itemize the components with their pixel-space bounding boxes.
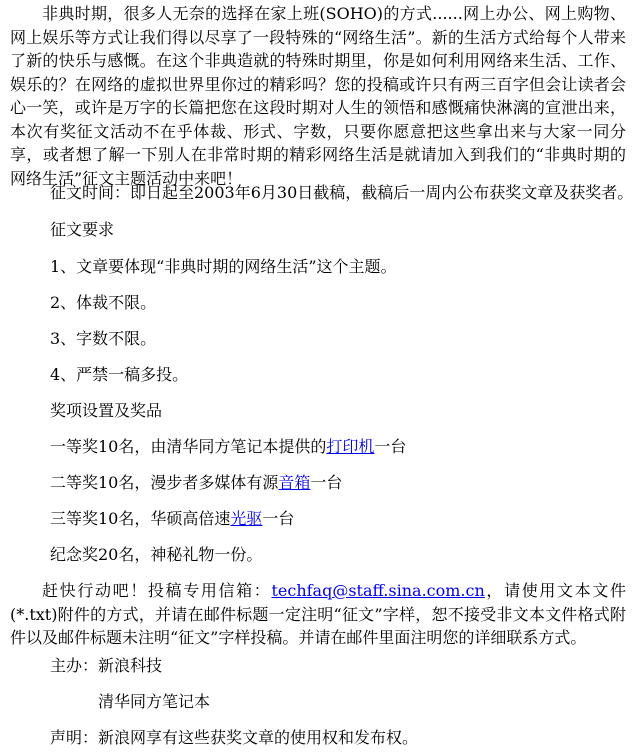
email-link[interactable]: techfaq@staff.sina.com.cn: [271, 581, 485, 600]
award-second-text: 二等奖10名，漫步者多媒体有源: [50, 473, 279, 492]
award-second: [10, 473, 342, 493]
drive-link[interactable]: 光驱: [230, 509, 263, 528]
award-souvenir: 纪念奖20名，神秘礼物一份。: [50, 545, 263, 564]
award-first: [10, 437, 406, 457]
requirement-item: 2、体裁不限。: [50, 293, 157, 312]
organizers-label: 主办：: [50, 656, 99, 675]
statement-line: 声明：新浪网享有这些获奖文章的使用权和发布权。: [50, 728, 419, 747]
organizer-sina: 新浪科技: [98, 656, 163, 675]
award-second-suffix: 一台: [310, 473, 343, 492]
printer-link[interactable]: 打印机: [326, 437, 375, 456]
organizers-line: [10, 656, 162, 676]
awards-heading: 奖项设置及奖品: [50, 401, 163, 420]
intro-paragraph: 非典时期，很多人无奈的选择在家上班(SOHO)的方式......网上办公、网上购物、网上娱乐等方式让我们得以尽享了一段特殊的“网络生活”。新的生活方式给每个人带来了新的快乐与感慨。在这个非典造就的特殊时期里，你是如何利用网络来生活、工作、娱乐的？在网络的虚拟世界里你过的精彩吗？您的投稿或许只有两三百字但会让读者会心一笑，或许是万字的长篇把您在这段时期对人生的领悟和感慨痛快淋漓的宣泄出来，本次有奖征文活动不在乎体裁、形式、字数，只要你愿意把这些拿出来与大家一同分享，或者想了解一下别人在非常时期的精彩网络生活是就请加入到我们的“非典时期的网络生活”征文主题活动中来吧！: [10, 4, 626, 188]
requirement-item: 1、文章要体现“非典时期的网络生活”这个主题。: [50, 257, 397, 276]
requirement-item: 3、字数不限。: [50, 329, 157, 348]
award-first-text: 一等奖10名，由清华同方笔记本提供的: [50, 437, 327, 456]
award-third: [10, 509, 294, 529]
award-third-text: 三等奖10名，华硕高倍速: [50, 509, 231, 528]
deadline-line: 征文时间：即日起至2003年6月30日截稿，截稿后一周内公布获奖文章及获奖者。: [50, 183, 634, 202]
organizer-tsinghua: 清华同方笔记本: [98, 692, 211, 711]
award-third-suffix: 一台: [262, 509, 295, 528]
award-first-suffix: 一台: [374, 437, 407, 456]
submission-paragraph: [10, 579, 626, 650]
requirement-item: 4、严禁一稿多投。: [50, 365, 189, 384]
submission-text: 赶快行动吧！投稿专用信箱：: [42, 581, 272, 600]
submission-rest: ，请使用文本文件(*.txt)附件的方式，并请在邮件标题一定注明“征文”字样，恕不接受非文本文件格式附件以及邮件标题未注明“征文”字样投稿。并请在邮件里面注明您的详细联系方式。: [10, 581, 626, 647]
requirements-heading: 征文要求: [50, 220, 115, 239]
speaker-link[interactable]: 音箱: [278, 473, 311, 492]
